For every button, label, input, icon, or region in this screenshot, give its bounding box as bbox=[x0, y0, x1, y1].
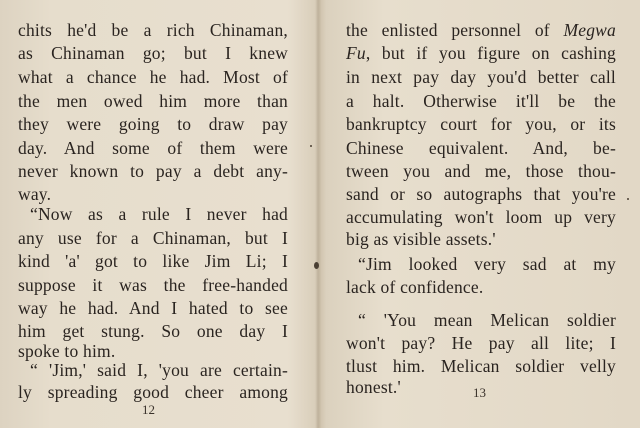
text-line: tween you and me, those thou- bbox=[346, 161, 616, 181]
text-line: way. bbox=[18, 184, 52, 204]
text-line: “Jim looked very sad at my bbox=[358, 254, 616, 274]
text-line: honest.' bbox=[346, 377, 401, 397]
text-line: “Now as a rule I never had bbox=[30, 204, 288, 224]
text-line: won't pay? He pay all lite; I bbox=[346, 333, 616, 353]
text-line: bankruptcy court for you, or its bbox=[346, 114, 616, 134]
text-line: suppose it was the free-handed bbox=[18, 275, 288, 295]
text-line: the men owed him more than bbox=[18, 91, 288, 111]
text-line: Fu, but if you figure on cashing bbox=[346, 43, 616, 63]
text-line: day. And some of them were bbox=[18, 138, 288, 158]
text-line: spoke to him. bbox=[18, 341, 116, 361]
text-line: ly spreading good cheer among bbox=[18, 382, 288, 402]
text-line: as Chinaman go; but I knew bbox=[18, 43, 288, 63]
text-line: accumulating won't loom up very bbox=[346, 207, 616, 227]
text-line: sand or so autographs that you're bbox=[346, 184, 616, 204]
page-number: 13 bbox=[473, 385, 486, 400]
paper-speck bbox=[314, 262, 319, 269]
text-line: way he had. And I hated to see bbox=[18, 298, 288, 318]
text-line: tlust him. Melican soldier velly bbox=[346, 356, 616, 376]
text-line: never known to pay a debt any- bbox=[18, 161, 288, 181]
text-line: him get stung. So one day I bbox=[18, 321, 288, 341]
text-line: any use for a Chinaman, but I bbox=[18, 228, 288, 248]
text-line: Chinese equivalent. And, be- bbox=[346, 138, 616, 158]
text-line: big as visible assets.' bbox=[346, 229, 496, 249]
right-page bbox=[320, 0, 640, 428]
text-line: in next pay day you'd better call bbox=[346, 67, 616, 87]
text-line: they were going to draw pay bbox=[18, 114, 288, 134]
paper-speck bbox=[310, 145, 312, 147]
text-line: chits he'd be a rich Chinaman, bbox=[18, 20, 288, 40]
text-line: what a chance he had. Most of bbox=[18, 67, 288, 87]
text-line: kind 'a' got to like Jim Li; I bbox=[18, 251, 288, 271]
left-page bbox=[0, 0, 318, 428]
text-line: the enlisted personnel of Megwa bbox=[346, 20, 616, 40]
text-line: “ 'You mean Melican soldier bbox=[358, 310, 616, 330]
paper-speck bbox=[627, 198, 629, 200]
text-line: “ 'Jim,' said I, 'you are certain- bbox=[30, 360, 288, 380]
page-number: 12 bbox=[142, 402, 155, 417]
text-line: a halt. Otherwise it'll be the bbox=[346, 91, 616, 111]
text-line: lack of confidence. bbox=[346, 277, 484, 297]
